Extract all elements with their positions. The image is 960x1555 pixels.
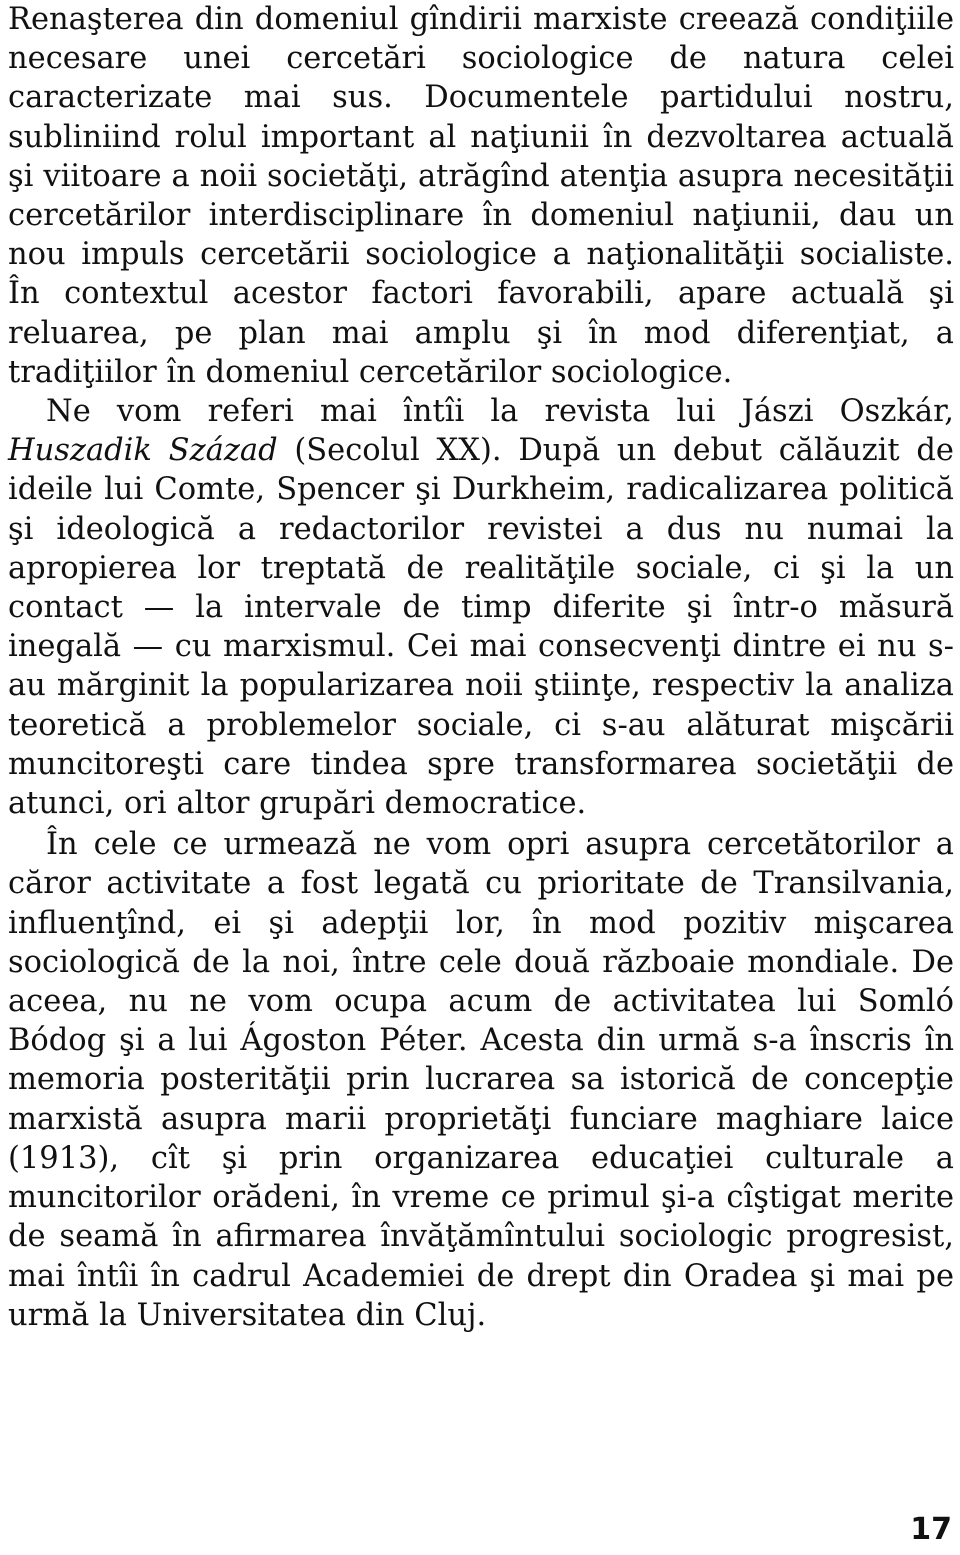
journal-title: Huszadik Század	[8, 433, 278, 469]
paragraph-2-lead: Ne vom referi mai întîi la revista lui Jászi Oszkár,	[46, 394, 954, 430]
document-page	[8, 0, 954, 1335]
paragraph-1: Renaşterea din domeniul gîndirii marxiste creează condiţiile necesare unei cercetări sociologice de natura celei caracterizate mai sus. Documentele partidului nostru, subliniind rolul important al naţiunii în dezvoltarea actuală şi viitoare a noii societăţi, atrăgînd atenţia asupra necesităţii cercetărilor interdisciplinare în domeniul naţiunii, dau un nou impuls cercetării sociologice a naţionalităţii socialiste. În contextul acestor factori favorabili, apare actuală şi reluarea, pe plan mai amplu şi în mod diferenţiat, a tradiţiilor în domeniul cercetărilor sociologice.	[8, 2, 954, 390]
paragraph-2-rest: (Secolul XX). După un debut călăuzit de ideile lui Comte, Spencer şi Durkheim, radicalizarea politică şi ideologică a redactorilor revistei a dus nu numai la apropierea lor treptată de realităţile sociale, ci şi la un contact — la intervale de timp diferite şi într-o măsură inegală — cu marxismul. Cei mai consecvenţi dintre ei nu s-au mărginit la popularizarea noii ştiinţe, respectiv la analiza teoretică a problemelor sociale, ci s-au alăturat mişcării muncitoreşti care tindea spre transformarea societăţii de atunci, ori altor grupări democratice.	[8, 433, 954, 822]
paragraph-2	[8, 392, 954, 823]
paragraph-3: În cele ce urmează ne vom opri asupra cercetătorilor a căror activitate a fost legată cu prioritate de Transilvania, influenţînd, ei şi adepţii lor, în mod pozitiv mişcarea sociologică de la noi, între cele două războaie mondiale. De aceea, nu ne vom ocupa acum de activitatea lui Somló Bódog şi a lui Ágoston Péter. Acesta din urmă s-a înscris în memoria posterităţii prin lucrarea sa istorică de concepţie marxistă asupra marii proprietăţi funciare maghiare laice (1913), cît şi prin organizarea educaţiei culturale a muncitorilor orădeni, în vreme ce primul şi-a cîştigat merite de seamă în afirmarea învăţămîntului sociologic progresist, mai întîi în cadrul Academiei de drept din Oradea şi mai pe urmă la Universitatea din Cluj.	[8, 827, 954, 1333]
page-number: 17	[910, 1512, 952, 1547]
